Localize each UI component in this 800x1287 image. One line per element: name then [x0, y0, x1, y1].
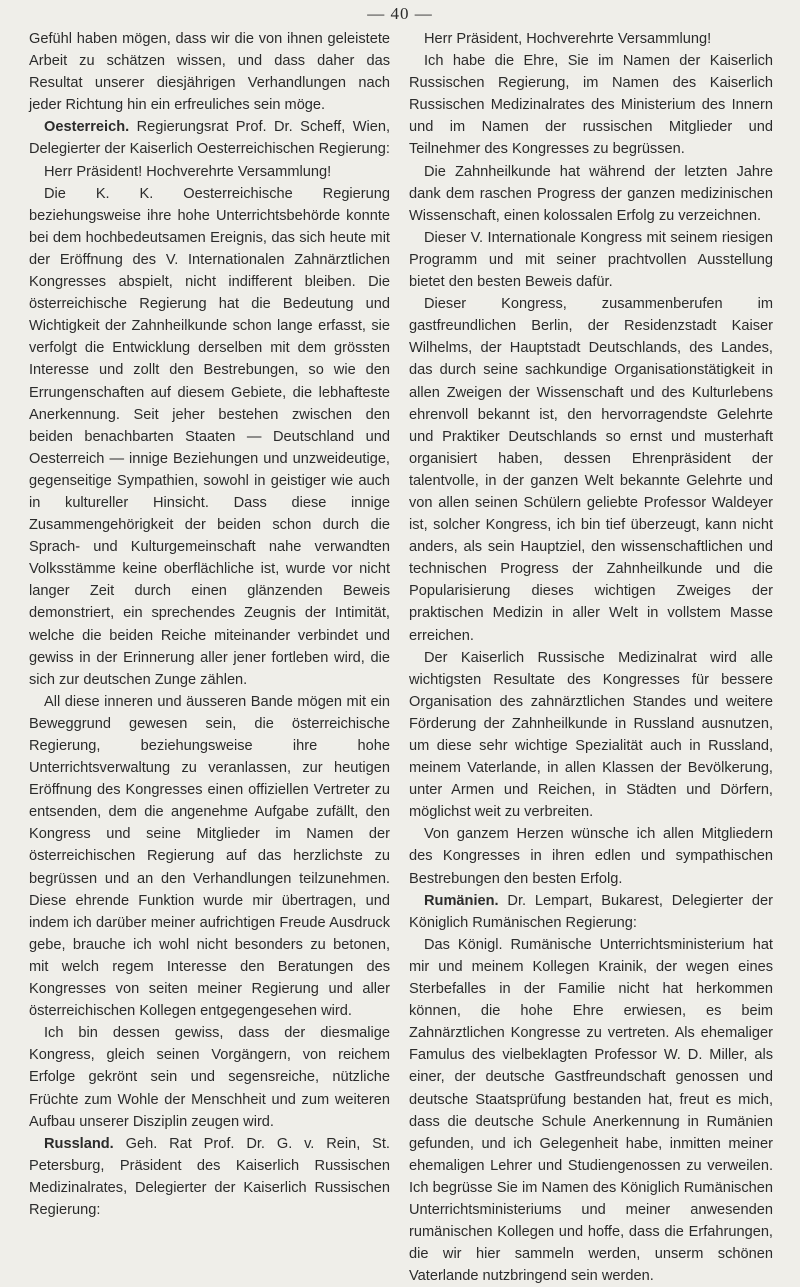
- country-heading: Russland.: [44, 1135, 114, 1152]
- paragraph: Ich bin dessen gewiss, dass der diesmalige Kongress, gleich seinen Vorgängern, von reichem Erfolge gekrönt sein und segensreiche, nützliche Früchte zum Wohle der Menschheit und zum weiteren Aufbau unserer Disziplin zeugen wird.: [29, 1025, 390, 1130]
- right-column: [409, 28, 773, 1287]
- speaker-entry: [29, 116, 390, 160]
- paragraph: Der Kaiserlich Russische Medizinalrat wird alle wichtigsten Resultate des Kongresses für bessere Organisation des zahnärztlichen Standes und weitere Förderung der Zahnheilkunde in Russland ausnutzen, um diese sehr wichtige Spezialität auch in Russland, meinem Vaterlande, in allen Klassen der Bevölkerung, unter Armen und Reichen, in Städten und Dörfern, möglichst weit zu verbreiten.: [409, 649, 773, 821]
- country-heading: Oesterreich.: [44, 119, 130, 136]
- salutation: Herr Präsident, Hochverehrte Versammlung!: [424, 31, 712, 47]
- page-number: — 40 —: [367, 4, 433, 23]
- paragraph: Dieser V. Internationale Kongress mit seinem riesigen Programm und mit seiner prachtvollen Ausstellung bietet den besten Beweis dafür.: [409, 229, 773, 291]
- paragraph: Die Zahnheilkunde hat während der letzten Jahre dank dem raschen Progress der ganzen medizinischen Wissenschaft, einen kolossalen Erfolg zu verzeichnen.: [409, 163, 773, 224]
- country-heading: Rumänien.: [424, 892, 499, 909]
- speaker-intro: Geh. Rat Prof. Dr. G. v. Rein, St. Petersburg, Präsident des Kaiserlich Russischen Medizinalrates, Delegierter der Kaiserlich Russischen Regierung:: [29, 1135, 390, 1218]
- paragraph: Das Königl. Rumänische Unterrichtsministerium hat mir und meinem Kollegen Krainik, der wegen eines Sterbefalles in der Familie nicht hat herkommen können, die hohe Ehre erwiesen, es beim Zahnärztlichen Kongresse zu vertreten. Als ehemaliger Famulus des vielbeklagten Professor W. D. Miller, als einer, der deutsche Gastfreundschaft genossen und deutsche Staatsprüfung bestanden hat, freut es mich, dass die deutsche Schule Anerkennung in Rumänien gefunden, und ich Gelegenheit habe, inmitten meiner ehemaligen Lehrer und Studiengenossen zu verweilen. Ich begrüsse Sie im Namen des Königlich Rumänischen Unterrichtsministeriums und meiner anwesenden rumänischen Kollegen und hoffe, dass die Erfahrungen, die wir hier sammeln werden, unserm schönen Vaterlande nutzbringend sein werden.: [409, 936, 773, 1285]
- speaker-entry: [29, 1133, 390, 1221]
- paragraph: Gefühl haben mögen, dass wir die von ihnen geleistete Arbeit zu schätzen wissen, und dass daher das Resultat unserer diesjährigen Verhandlungen nach jeder Richtung hin ein erfreuliches sein möge.: [29, 31, 390, 114]
- paragraph: Von ganzem Herzen wünsche ich allen Mitgliedern des Kongresses in ihren edlen und sympathischen Bestrebungen den besten Erfolg.: [409, 826, 773, 887]
- paragraph: All diese inneren und äusseren Bande mögen mit ein Beweggrund gewesen sein, die österreichische Regierung, beziehungsweise ihre hohe Unterrichtsverwaltung zu veranlassen, zur heutigen Eröffnung des Kongresses einen offiziellen Vertreter zu entsenden, dem die angenehme Aufgabe zufällt, den Kongress und seine Mitglieder im Namen der österreichischen Regierung auf das herzlichste zu begrüssen und an den Verhandlungen teilzunehmen. Diese ehrende Funktion wurde mir übertragen, und indem ich darüber meiner aufrichtigen Freude Ausdruck gebe, brauche ich wohl nicht besonders zu betonen, mit welch regem Interesse den Beratungen des Kongresses von seiten meiner Regierung und aller österreichischen Kollegen entgegengesehen wird.: [29, 693, 390, 1020]
- paragraph: Dieser Kongress, zusammenberufen im gastfreundlichen Berlin, der Residenzstadt Kaiser Wilhelms, der Hauptstadt Deutschlands, des Landes, das durch seine sachkundige Organisationstätigkeit in allen Zweigen der Wissenschaft und des Kulturlebens ehrenvoll bekannt ist, den hervorragendste Gelehrte und Praktiker Deutschlands so ernst und musterhaft organisiert haben, dessen Ehrenpräsident der talentvolle, in der ganzen Welt bekannte Gelehrte und von allen seinen Schülern geliebte Professor Waldeyer ist, solcher Kongress, ich bin tief überzeugt, kann nicht anders, als sein Hauptziel, den wissenschaftlichen und technischen Progress der Zahnheilkunde und die Popularisierung dieses wichtigen Zweiges der praktischen Medizin in aller Welt in vollstem Masse erreichen.: [409, 296, 773, 644]
- left-column: [29, 28, 390, 1221]
- speaker-intro: Regierungsrat Prof. Dr. Scheff, Wien, Delegierter der Kaiserlich Oesterreichischen Regierung:: [29, 119, 390, 158]
- paragraph: Die K. K. Oesterreichische Regierung beziehungsweise ihre hohe Unterrichtsbehörde konnte bei dem hochbedeutsamen Ereignis, das sich heute mit der Eröffnung des V. Internationalen Zahnärztlichen Kongresses abspielt, nicht indifferent bleiben. Die österreichische Regierung hat die Bedeutung und Wichtigkeit der Zahnheilkunde schon lange erfasst, sie verfolgt die Entwicklung derselben mit dem grössten Interesse und zollt den Bestrebungen, so wie den Errungenschaften auf diesem Gebiete, die lebhafteste Anerkennung. Seit jeher bestehen zwischen den beiden benachbarten Staaten — Deutschland und Oesterreich — innige Beziehungen und unzweideutige, gegenseitige Sympathien, sowohl in geistiger wie auch in kultureller Hinsicht. Dass diese innige Zusammengehörigkeit der beiden schon durch die Sprach- und Kulturgemeinschaft nahe verwandten Volksstämme keine oberflächliche ist, wurde vor nicht langer Zeit durch einen glänzenden Beweis demonstriert, ein sprechendes Zeugnis der Intimität, welche die beiden Reiche miteinander verbindet und gewiss in der Erinnerung aller jener fortleben wird, die sich zur deutschen Zunge zählen.: [29, 185, 390, 688]
- speaker-intro: Dr. Lempart, Bukarest, Delegierter der Königlich Rumänischen Regierung:: [409, 892, 773, 931]
- paragraph: Ich habe die Ehre, Sie im Namen der Kaiserlich Russischen Regierung, im Namen des Kaiserlich Russischen Medizinalrates des Ministerium des Innern und im Namen der russischen Mitglieder und Teilnehmer des Kongresses zu begrüssen.: [409, 53, 773, 158]
- salutation: Herr Präsident! Hochverehrte Versammlung!: [44, 163, 332, 180]
- speaker-entry: [409, 890, 773, 934]
